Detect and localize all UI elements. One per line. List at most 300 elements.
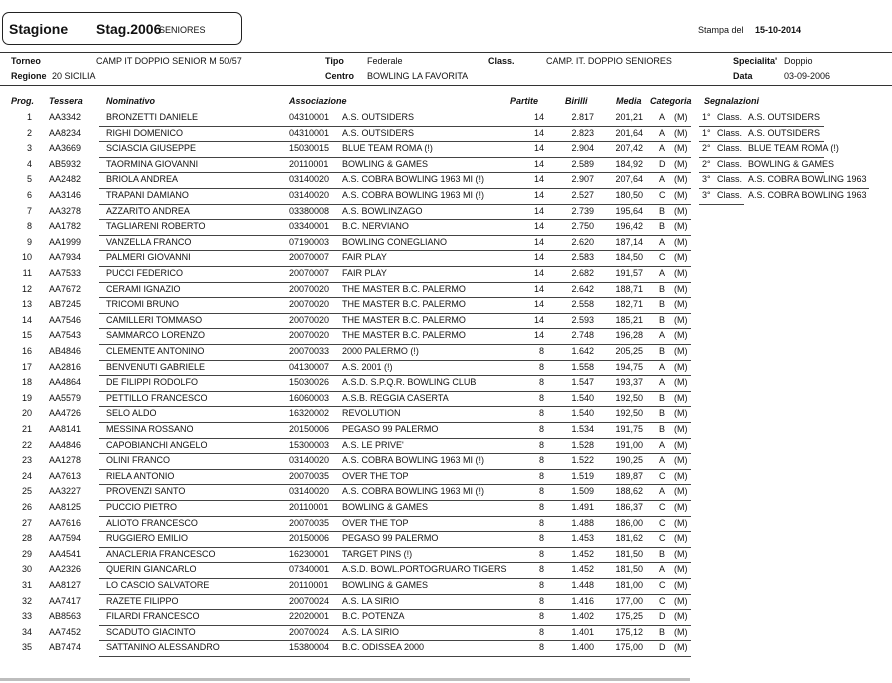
cell-media: 188,62 xyxy=(615,486,643,497)
cell-sex: (M) xyxy=(674,439,688,450)
cell-prog: 31 xyxy=(21,580,32,590)
cell-sex: (M) xyxy=(674,112,688,122)
cell-partite: 8 xyxy=(538,470,544,481)
cell-categoria: A xyxy=(659,268,666,278)
cell-birilli: 2.558 xyxy=(571,299,594,310)
cell-sex: (M) xyxy=(674,470,688,481)
cell-sex: (M) xyxy=(674,502,688,512)
cell-prog: 35 xyxy=(21,642,32,653)
cell-birilli: 2.527 xyxy=(571,190,594,200)
cell-tessera: AA3227 xyxy=(49,486,82,497)
segn-team: BLUE TEAM ROMA (!) xyxy=(748,143,839,154)
cell-media: 194,75 xyxy=(615,361,643,372)
cell-nominativo: RAZETE FILIPPO xyxy=(106,595,179,606)
cell-partite: 14 xyxy=(533,205,544,216)
cell-sex: (M) xyxy=(674,517,688,528)
cell-nominativo: ALIOTO FRANCESCO xyxy=(106,517,198,528)
cell-sex: (M) xyxy=(674,424,688,434)
cell-associazione: B.C. POTENZA xyxy=(342,611,405,622)
cell-sex: (M) xyxy=(674,299,688,310)
cell-prog: 5 xyxy=(26,174,32,185)
cell-assoc-code: 03340001 xyxy=(289,221,330,232)
cell-sex: (M) xyxy=(674,236,688,247)
table-row xyxy=(0,360,892,376)
cell-media: 192,50 xyxy=(615,408,643,419)
cell-media: 180,50 xyxy=(615,190,643,200)
cell-categoria: B xyxy=(659,314,666,325)
cell-tessera: AA4864 xyxy=(49,377,82,388)
cell-assoc-code: 15030015 xyxy=(289,143,330,154)
table-row xyxy=(0,344,892,360)
cell-birilli: 1.522 xyxy=(571,455,594,466)
cell-sex: (M) xyxy=(674,377,688,388)
page-bottom-bar xyxy=(0,678,690,681)
cell-associazione: A.S. COBRA BOWLING 1963 MI (!) xyxy=(342,455,485,466)
regione-value: 20 SICILIA xyxy=(52,71,96,81)
cell-birilli: 1.448 xyxy=(571,580,594,590)
table-row xyxy=(0,484,892,500)
cell-partite: 14 xyxy=(533,174,544,185)
cell-categoria: A xyxy=(659,112,666,122)
cell-assoc-code: 03140020 xyxy=(289,455,330,466)
header-top-rule xyxy=(0,52,892,53)
cell-categoria: C xyxy=(659,252,666,263)
cell-media: 191,57 xyxy=(615,268,643,278)
cell-sex: (M) xyxy=(674,642,688,653)
cell-prog: 16 xyxy=(21,346,32,356)
cell-associazione: A.S. 2001 (!) xyxy=(342,361,393,372)
print-date-value: 15-10-2014 xyxy=(755,25,802,35)
cell-media: 192,50 xyxy=(615,392,643,403)
cell-prog: 10 xyxy=(21,252,32,263)
cell-partite: 14 xyxy=(533,283,544,294)
cell-nominativo: RIGHI DOMENICO xyxy=(106,127,184,138)
cell-birilli: 2.817 xyxy=(571,112,594,122)
cell-nominativo: CLEMENTE ANTONINO xyxy=(106,346,205,356)
cell-media: 181,50 xyxy=(615,564,643,575)
class-label: Class. xyxy=(488,56,515,66)
segn-label: Class. xyxy=(717,158,743,169)
cell-partite: 8 xyxy=(538,408,544,419)
cell-nominativo: MESSINA ROSSANO xyxy=(106,424,194,434)
cell-partite: 14 xyxy=(533,221,544,232)
cell-assoc-code: 20070035 xyxy=(289,470,330,481)
cell-partite: 14 xyxy=(533,236,544,247)
cell-tessera: AA3669 xyxy=(49,143,82,154)
cell-media: 175,12 xyxy=(615,626,643,637)
cell-nominativo: CAPOBIANCHI ANGELO xyxy=(106,439,208,450)
cell-categoria: A xyxy=(659,439,666,450)
table-row xyxy=(0,438,892,454)
col-associazione: Associazione xyxy=(289,96,347,106)
centro-value: BOWLING LA FAVORITA xyxy=(367,71,469,81)
cell-sex: (M) xyxy=(674,158,688,169)
cell-prog: 18 xyxy=(21,377,32,388)
cell-tessera: AA3278 xyxy=(49,205,82,216)
cell-birilli: 2.583 xyxy=(571,252,594,263)
cell-prog: 6 xyxy=(26,190,32,200)
cell-nominativo: PUCCI FEDERICO xyxy=(106,268,184,278)
cell-partite: 8 xyxy=(538,392,544,403)
segn-team: BOWLING & GAMES xyxy=(748,158,835,169)
cell-associazione: A.S. OUTSIDERS xyxy=(342,112,415,122)
cell-tessera: AA7934 xyxy=(49,252,82,263)
table-row xyxy=(0,141,892,157)
cell-birilli: 2.907 xyxy=(571,174,594,185)
cell-prog: 12 xyxy=(21,283,32,294)
cell-associazione: A.S.B. REGGIA CASERTA xyxy=(342,392,449,403)
cell-assoc-code: 20070033 xyxy=(289,346,330,356)
cell-media: 207,64 xyxy=(615,174,643,185)
cell-categoria: B xyxy=(659,424,666,434)
cell-prog: 15 xyxy=(21,330,32,341)
cell-associazione: FAIR PLAY xyxy=(342,268,387,278)
cell-categoria: A xyxy=(659,486,666,497)
cell-categoria: C xyxy=(659,190,666,200)
col-segnalazioni: Segnalazioni xyxy=(704,96,760,106)
cell-tessera: AA4846 xyxy=(49,439,82,450)
table-row xyxy=(0,640,892,656)
cell-birilli: 2.589 xyxy=(571,158,594,169)
cell-media: 177,00 xyxy=(615,595,643,606)
cell-partite: 8 xyxy=(538,361,544,372)
cell-media: 205,25 xyxy=(615,346,643,356)
table-row xyxy=(0,500,892,516)
segn-label: Class. xyxy=(717,112,743,122)
cell-birilli: 1.519 xyxy=(571,470,594,481)
cell-partite: 8 xyxy=(538,548,544,559)
cell-nominativo: SCIASCIA GIUSEPPE xyxy=(106,143,197,154)
cell-sex: (M) xyxy=(674,252,688,263)
segn-place: 2° xyxy=(702,143,711,154)
cell-nominativo: SCADUTO GIACINTO xyxy=(106,626,196,637)
cell-associazione: TARGET PINS (!) xyxy=(342,548,413,559)
cell-prog: 13 xyxy=(21,299,32,310)
cell-tessera: AA1782 xyxy=(49,221,82,232)
cell-nominativo: VANZELLA FRANCO xyxy=(106,236,192,247)
col-categoria: Categoria xyxy=(650,96,692,106)
table-row xyxy=(0,375,892,391)
cell-prog: 30 xyxy=(21,564,32,575)
cell-assoc-code: 20070024 xyxy=(289,626,330,637)
segn-label: Class. xyxy=(717,174,743,185)
cell-assoc-code: 03140020 xyxy=(289,174,330,185)
cell-assoc-code: 20070020 xyxy=(289,330,330,341)
cell-sex: (M) xyxy=(674,580,688,590)
cell-assoc-code: 20070020 xyxy=(289,283,330,294)
cell-prog: 32 xyxy=(21,595,32,606)
cell-categoria: B xyxy=(659,346,666,356)
cell-partite: 14 xyxy=(533,112,544,122)
data-label: Data xyxy=(733,71,753,81)
cell-associazione: A.S. OUTSIDERS xyxy=(342,127,415,138)
cell-prog: 4 xyxy=(26,158,32,169)
cell-categoria: B xyxy=(659,392,666,403)
cell-partite: 14 xyxy=(533,252,544,263)
cell-assoc-code: 20070035 xyxy=(289,517,330,528)
cell-sex: (M) xyxy=(674,268,688,278)
cell-partite: 8 xyxy=(538,533,544,544)
col-prog: Prog. xyxy=(11,96,35,106)
cell-birilli: 2.620 xyxy=(571,236,594,247)
segn-place: 1° xyxy=(702,112,711,122)
cell-partite: 8 xyxy=(538,626,544,637)
cell-categoria: A xyxy=(659,236,666,247)
cell-categoria: A xyxy=(659,361,666,372)
cell-nominativo: RIELA ANTONIO xyxy=(106,470,175,481)
cell-assoc-code: 04310001 xyxy=(289,127,330,138)
cell-nominativo: RUGGIERO EMILIO xyxy=(106,533,189,544)
cell-assoc-code: 16230001 xyxy=(289,548,330,559)
cell-sex: (M) xyxy=(674,174,688,185)
cell-categoria: C xyxy=(659,595,666,606)
segn-place: 1° xyxy=(702,127,711,138)
cell-assoc-code: 22020001 xyxy=(289,611,330,622)
cell-partite: 14 xyxy=(533,190,544,200)
cell-categoria: B xyxy=(659,548,666,559)
cell-assoc-code: 03140020 xyxy=(289,190,330,200)
segn-label: Class. xyxy=(717,127,743,138)
cell-media: 187,14 xyxy=(615,236,643,247)
cell-associazione: REVOLUTION xyxy=(342,408,401,419)
cell-sex: (M) xyxy=(674,595,688,606)
cell-media: 181,62 xyxy=(615,533,643,544)
cell-prog: 22 xyxy=(21,439,32,450)
cell-nominativo: SELO ALDO xyxy=(106,408,157,419)
cell-birilli: 1.416 xyxy=(571,595,594,606)
cell-nominativo: OLINI FRANCO xyxy=(106,455,171,466)
cell-assoc-code: 04130007 xyxy=(289,361,330,372)
cell-assoc-code: 20070007 xyxy=(289,268,330,278)
table-row xyxy=(0,250,892,266)
table-row xyxy=(0,562,892,578)
cell-media: 193,37 xyxy=(615,377,643,388)
cell-categoria: A xyxy=(659,455,666,466)
cell-tessera: AA8141 xyxy=(49,424,82,434)
cell-nominativo: TAGLIARENI ROBERTO xyxy=(106,221,206,232)
table-row xyxy=(0,547,892,563)
cell-assoc-code: 20070020 xyxy=(289,299,330,310)
cell-categoria: B xyxy=(659,408,666,419)
cell-tessera: AA2326 xyxy=(49,564,82,575)
cell-categoria: C xyxy=(659,502,666,512)
torneo-label: Torneo xyxy=(11,56,41,66)
segn-label: Class. xyxy=(717,143,743,154)
cell-categoria: A xyxy=(659,377,666,388)
cell-tessera: AA7452 xyxy=(49,626,82,637)
cell-birilli: 2.739 xyxy=(571,205,594,216)
cell-associazione: BOWLING & GAMES xyxy=(342,502,429,512)
table-row xyxy=(0,516,892,532)
cell-nominativo: PETTILLO FRANCESCO xyxy=(106,392,208,403)
cell-tessera: AA8234 xyxy=(49,127,82,138)
cell-associazione: A.S.D. S.P.Q.R. BOWLING CLUB xyxy=(342,377,477,388)
cell-birilli: 1.452 xyxy=(571,564,594,575)
cell-birilli: 2.904 xyxy=(571,143,594,154)
cell-associazione: BLUE TEAM ROMA (!) xyxy=(342,143,433,154)
cell-sex: (M) xyxy=(674,143,688,154)
cell-media: 184,50 xyxy=(615,252,643,263)
cell-categoria: A xyxy=(659,143,666,154)
cell-partite: 14 xyxy=(533,314,544,325)
cell-tessera: AB4846 xyxy=(49,346,82,356)
table-row xyxy=(0,469,892,485)
table-row xyxy=(0,282,892,298)
cell-associazione: BOWLING CONEGLIANO xyxy=(342,236,448,247)
cell-partite: 14 xyxy=(533,268,544,278)
cell-nominativo: LO CASCIO SALVATORE xyxy=(106,580,210,590)
cell-tessera: AA7594 xyxy=(49,533,82,544)
cell-prog: 28 xyxy=(21,533,32,544)
cell-sex: (M) xyxy=(674,533,688,544)
cell-nominativo: TRAPANI DAMIANO xyxy=(106,190,189,200)
table-row xyxy=(0,578,892,594)
cell-associazione: PEGASO 99 PALERMO xyxy=(342,533,439,544)
cell-sex: (M) xyxy=(674,455,688,466)
cell-associazione: A.S. LA SIRIO xyxy=(342,595,400,606)
cell-assoc-code: 20070007 xyxy=(289,252,330,263)
cell-media: 182,71 xyxy=(615,299,643,310)
cell-associazione: OVER THE TOP xyxy=(342,470,409,481)
cell-sex: (M) xyxy=(674,283,688,294)
cell-associazione: 2000 PALERMO (!) xyxy=(342,346,419,356)
cell-tessera: AA2482 xyxy=(49,174,82,185)
cell-tessera: AA7616 xyxy=(49,517,82,528)
segn-team: A.S. OUTSIDERS xyxy=(748,112,821,122)
cell-partite: 8 xyxy=(538,377,544,388)
table-row xyxy=(0,594,892,610)
specialita-label: Specialita' xyxy=(733,56,778,66)
cell-categoria: A xyxy=(659,174,666,185)
table-row xyxy=(0,266,892,282)
cell-birilli: 2.642 xyxy=(571,283,594,294)
cell-prog: 8 xyxy=(26,221,32,232)
cell-categoria: A xyxy=(659,127,666,138)
cell-sex: (M) xyxy=(674,486,688,497)
stagione-label: Stagione xyxy=(9,21,69,37)
cell-birilli: 2.823 xyxy=(571,127,594,138)
cell-associazione: THE MASTER B.C. PALERMO xyxy=(342,314,466,325)
cell-categoria: C xyxy=(659,517,666,528)
cell-associazione: A.S. COBRA BOWLING 1963 MI (!) xyxy=(342,486,485,497)
cell-prog: 14 xyxy=(21,314,32,325)
cell-assoc-code: 20110001 xyxy=(289,158,329,169)
stagione-value: Stag.2006 xyxy=(96,21,162,37)
cell-partite: 14 xyxy=(533,158,544,169)
cell-assoc-code: 20150006 xyxy=(289,533,330,544)
cell-tessera: AB8563 xyxy=(49,611,82,622)
cell-birilli: 1.528 xyxy=(571,439,594,450)
cell-nominativo: ANACLERIA FRANCESCO xyxy=(106,548,216,559)
segn-team: A.S. OUTSIDERS xyxy=(748,127,821,138)
cell-categoria: D xyxy=(659,158,666,169)
cell-associazione: PEGASO 99 PALERMO xyxy=(342,424,439,434)
table-row xyxy=(0,188,892,204)
cell-birilli: 1.488 xyxy=(571,517,594,528)
cell-prog: 27 xyxy=(21,517,32,528)
cell-tessera: AA1278 xyxy=(49,455,82,466)
cell-categoria: A xyxy=(659,564,666,575)
cell-nominativo: SATTANINO ALESSANDRO xyxy=(106,642,220,653)
cell-partite: 8 xyxy=(538,424,544,434)
cell-partite: 14 xyxy=(533,330,544,341)
cell-birilli: 1.491 xyxy=(571,502,594,512)
table-row xyxy=(0,313,892,329)
centro-label: Centro xyxy=(325,71,354,81)
cell-tessera: AA7533 xyxy=(49,268,82,278)
cell-tessera: AB5932 xyxy=(49,158,82,169)
cell-nominativo: BRIOLA ANDREA xyxy=(106,174,179,185)
cell-partite: 14 xyxy=(533,299,544,310)
cell-assoc-code: 20070020 xyxy=(289,314,330,325)
cell-nominativo: FILARDI FRANCESCO xyxy=(106,611,200,622)
cell-associazione: THE MASTER B.C. PALERMO xyxy=(342,299,466,310)
cell-sex: (M) xyxy=(674,127,688,138)
cell-categoria: C xyxy=(659,470,666,481)
cell-birilli: 1.540 xyxy=(571,392,594,403)
cell-associazione: A.S.D. BOWL.PORTOGRUARO TIGERS xyxy=(342,564,507,575)
cell-partite: 8 xyxy=(538,517,544,528)
cell-prog: 20 xyxy=(21,408,32,419)
cell-media: 181,50 xyxy=(615,548,643,559)
segn-team: A.S. COBRA BOWLING 1963 xyxy=(748,174,867,185)
cell-prog: 23 xyxy=(21,455,32,466)
table-row xyxy=(0,157,892,173)
cell-categoria: B xyxy=(659,626,666,637)
table-row xyxy=(0,204,892,220)
cell-media: 186,00 xyxy=(615,517,643,528)
cell-assoc-code: 15380004 xyxy=(289,642,330,653)
cell-partite: 8 xyxy=(538,346,544,356)
class-value: CAMP. IT. DOPPIO SENIORES xyxy=(546,56,672,66)
cell-tessera: AA3146 xyxy=(49,190,82,200)
cell-categoria: B xyxy=(659,205,666,216)
cell-nominativo: SAMMARCO LORENZO xyxy=(106,330,206,341)
cell-prog: 3 xyxy=(26,143,32,154)
cell-sex: (M) xyxy=(674,221,688,232)
table-row xyxy=(0,297,892,313)
cell-partite: 8 xyxy=(538,611,544,622)
cell-birilli: 1.452 xyxy=(571,548,594,559)
cell-partite: 14 xyxy=(533,127,544,138)
cell-assoc-code: 15030026 xyxy=(289,377,330,388)
cell-associazione: THE MASTER B.C. PALERMO xyxy=(342,283,466,294)
segn-place: 2° xyxy=(702,158,711,169)
cell-categoria: B xyxy=(659,221,666,232)
cell-assoc-code: 04310001 xyxy=(289,112,330,122)
cell-prog: 2 xyxy=(26,127,32,138)
cell-categoria: C xyxy=(659,580,666,590)
cell-categoria: A xyxy=(659,330,666,341)
segn-place: 3° xyxy=(702,190,711,200)
cell-sex: (M) xyxy=(674,314,688,325)
cell-prog: 7 xyxy=(26,205,32,216)
cell-birilli: 1.534 xyxy=(571,424,594,434)
col-partite: Partite xyxy=(510,96,539,106)
cell-nominativo: AZZARITO ANDREA xyxy=(106,205,190,216)
cell-nominativo: TAORMINA GIOVANNI xyxy=(106,158,199,169)
cell-media: 196,42 xyxy=(615,221,643,232)
cell-prog: 33 xyxy=(21,611,32,622)
cell-nominativo: DE FILIPPI RODOLFO xyxy=(106,377,199,388)
row-underline xyxy=(99,656,691,657)
table-row xyxy=(0,453,892,469)
cell-birilli: 1.547 xyxy=(571,377,594,388)
cell-nominativo: TRICOMI BRUNO xyxy=(106,299,179,310)
cell-categoria: D xyxy=(659,611,666,622)
cell-sex: (M) xyxy=(674,548,688,559)
cell-sex: (M) xyxy=(674,408,688,419)
